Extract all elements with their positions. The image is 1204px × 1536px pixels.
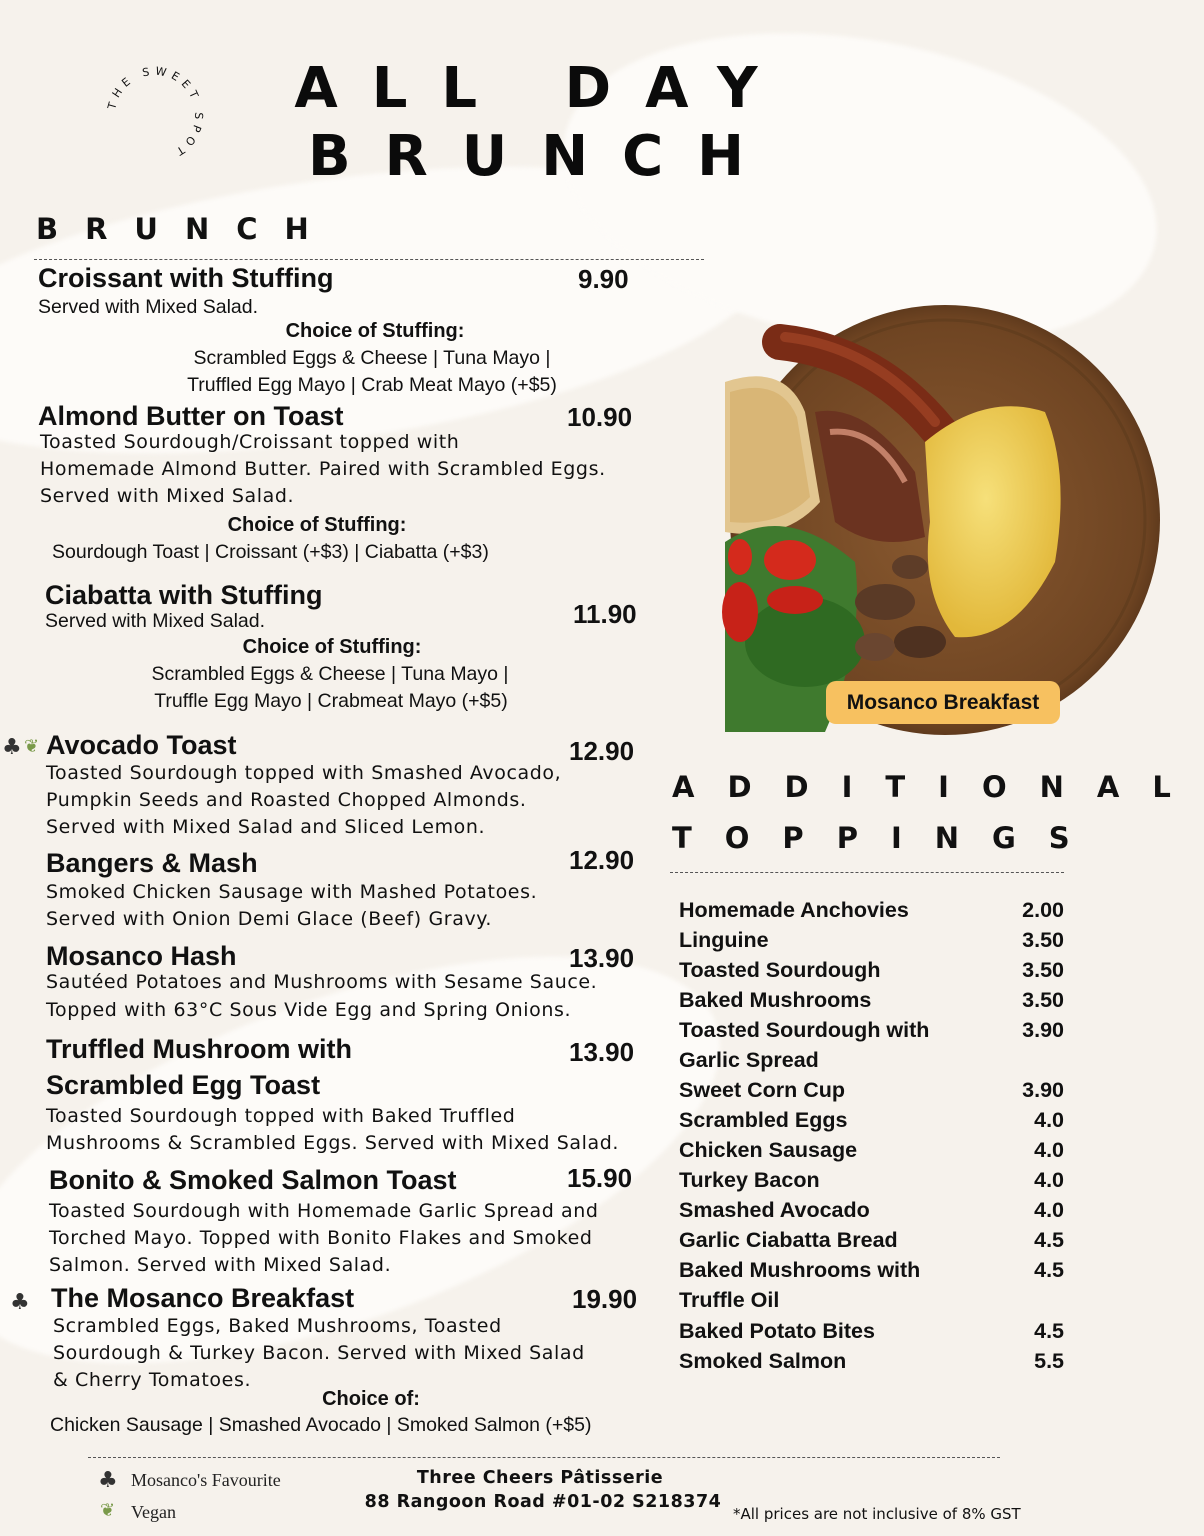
divider — [670, 872, 1064, 873]
menu-item-desc: Served with Mixed Salad. — [45, 610, 266, 632]
menu-item-name: Truffled Mushroom with — [46, 1034, 352, 1064]
topping-row: Turkey Bacon 4.0 — [679, 1168, 1064, 1192]
menu-item-desc: Smoked Chicken Sausage with Mashed Potatoes. — [46, 881, 538, 903]
shop-name: Three Cheers Pâtisserie — [416, 1468, 664, 1488]
topping-row: Sweet Corn Cup 3.90 — [679, 1078, 1064, 1102]
legend-favourite: Mosanco's Favourite — [131, 1470, 281, 1490]
topping-row: Toasted Sourdough with 3.90 — [679, 1018, 1064, 1042]
menu-item-name: Bonito & Smoked Salmon Toast — [49, 1165, 457, 1195]
divider — [34, 259, 704, 260]
menu-item-desc: Served with Mixed Salad and Sliced Lemon. — [46, 816, 486, 838]
menu-item-price: 15.90 — [567, 1163, 633, 1193]
page-title-line1: ALL DAY — [294, 56, 792, 121]
menu-item-price: 12.90 — [569, 736, 635, 766]
choice-options: Truffle Egg Mayo | Crabmeat Mayo (+$5) — [154, 690, 508, 712]
topping-row: Baked Potato Bites 4.5 — [679, 1319, 1064, 1343]
favourite-icon: ♣ — [10, 1290, 30, 1315]
topping-row: Homemade Anchovies 2.00 — [679, 898, 1064, 922]
menu-item-desc: & Cherry Tomatoes. — [53, 1369, 252, 1391]
topping-row: Chicken Sausage 4.0 — [679, 1138, 1064, 1162]
topping-row: Linguine 3.50 — [679, 928, 1064, 952]
brunch-heading: BRUNCH — [36, 212, 336, 246]
page-title-line2: BRUNCH — [307, 124, 779, 189]
menu-item-desc: Served with Onion Demi Glace (Beef) Gravy. — [46, 908, 493, 930]
menu-item-price: 19.90 — [572, 1284, 638, 1314]
topping-row: Garlic Ciabatta Bread 4.5 — [679, 1228, 1064, 1252]
choice-heading: Choice of Stuffing: — [285, 320, 465, 342]
photo-caption-badge: Mosanco Breakfast — [826, 681, 1060, 724]
menu-item-desc: Salmon. Served with Mixed Salad. — [49, 1254, 392, 1276]
legend-vegan: Vegan — [131, 1502, 176, 1522]
toppings-heading-line2: TOPPINGS — [672, 821, 1103, 855]
topping-row: Baked Mushrooms 3.50 — [679, 988, 1064, 1012]
choice-options: Chicken Sausage | Smashed Avocado | Smoked Salmon (+$5) — [50, 1414, 592, 1436]
menu-item-desc: Toasted Sourdough/Croissant topped with — [40, 431, 460, 453]
menu-item-name: Almond Butter on Toast — [38, 401, 344, 431]
footer-divider — [88, 1457, 1000, 1458]
choice-options: Scrambled Eggs & Cheese | Tuna Mayo | — [151, 663, 509, 685]
menu-item-price: 13.90 — [569, 943, 635, 973]
menu-item-name-line2: Scrambled Egg Toast — [46, 1070, 321, 1100]
choice-options: Scrambled Eggs & Cheese | Tuna Mayo | — [193, 347, 551, 369]
choice-options: Truffled Egg Mayo | Crab Meat Mayo (+$5) — [187, 374, 557, 396]
menu-item-desc: Homemade Almond Butter. Paired with Scrambled Eggs. — [40, 458, 606, 480]
menu-item-name: Mosanco Hash — [46, 941, 237, 971]
menu-item-desc: Served with Mixed Salad. — [38, 296, 259, 318]
menu-item-desc: Served with Mixed Salad. — [40, 485, 295, 507]
menu-item-name: Ciabatta with Stuffing — [45, 580, 323, 610]
vegan-leaf-icon: ❦ — [100, 1500, 116, 1521]
menu-item-desc: Toasted Sourdough topped with Baked Truffled — [46, 1105, 516, 1127]
menu-item-desc: Toasted Sourdough topped with Smashed Avocado, — [46, 762, 562, 784]
topping-row: Truffle Oil — [679, 1288, 780, 1312]
topping-row: Smoked Salmon 5.5 — [679, 1349, 1064, 1373]
topping-row: Scrambled Eggs 4.0 — [679, 1108, 1064, 1132]
menu-item-price: 11.90 — [573, 599, 637, 629]
menu-item-desc: Mushrooms & Scrambled Eggs. Served with Mixed Salad. — [46, 1132, 620, 1154]
menu-item-desc: Sourdough & Turkey Bacon. Served with Mixed Salad — [53, 1342, 585, 1364]
choice-heading: Choice of Stuffing: — [242, 636, 422, 658]
shop-address: 88 Rangoon Road #01-02 S218374 — [364, 1492, 722, 1512]
toppings-heading-line1: ADDITIONAL — [672, 770, 1204, 804]
favourite-icon: ♣ — [2, 735, 22, 760]
choice-heading: Choice of Stuffing: — [227, 514, 407, 536]
menu-item-price: 9.90 — [578, 264, 629, 294]
menu-item-name: Bangers & Mash — [46, 848, 258, 878]
choice-heading: Choice of: — [322, 1388, 420, 1410]
topping-row: Garlic Spread — [679, 1048, 819, 1072]
menu-item-desc: Torched Mayo. Topped with Bonito Flakes and Smoked — [49, 1227, 593, 1249]
svg-text:THE SWEET SPOT: THE SWEET SPOT — [105, 64, 206, 161]
choice-options: Sourdough Toast | Croissant (+$3) | Ciabatta (+$3) — [52, 541, 489, 563]
menu-item-desc: Scrambled Eggs, Baked Mushrooms, Toasted — [53, 1315, 502, 1337]
gst-note: *All prices are not inclusive of 8% GST — [733, 1505, 1021, 1523]
menu-item-desc: Toasted Sourdough with Homemade Garlic Spread and — [49, 1200, 599, 1222]
topping-row: Toasted Sourdough 3.50 — [679, 958, 1064, 982]
vegan-leaf-icon: ❦ — [24, 736, 40, 757]
menu-item-price: 12.90 — [569, 845, 635, 875]
menu-item-desc: Sautéed Potatoes and Mushrooms with Sesame Sauce. — [46, 971, 598, 993]
menu-item-price: 13.90 — [569, 1037, 635, 1067]
mosanco-breakfast-photo — [725, 302, 1095, 737]
menu-item-price: 10.90 — [567, 402, 633, 432]
topping-row: Baked Mushrooms with 4.5 — [679, 1258, 1064, 1282]
menu-item-name: Avocado Toast — [46, 730, 237, 760]
menu-item-name: Croissant with Stuffing — [38, 263, 334, 293]
favourite-icon: ♣ — [98, 1468, 118, 1493]
menu-item-name: The Mosanco Breakfast — [51, 1283, 355, 1313]
menu-item-desc: Topped with 63°C Sous Vide Egg and Spring Onions. — [46, 999, 572, 1021]
menu-item-desc: Pumpkin Seeds and Roasted Chopped Almonds. — [46, 789, 527, 811]
topping-row: Smashed Avocado 4.0 — [679, 1198, 1064, 1222]
